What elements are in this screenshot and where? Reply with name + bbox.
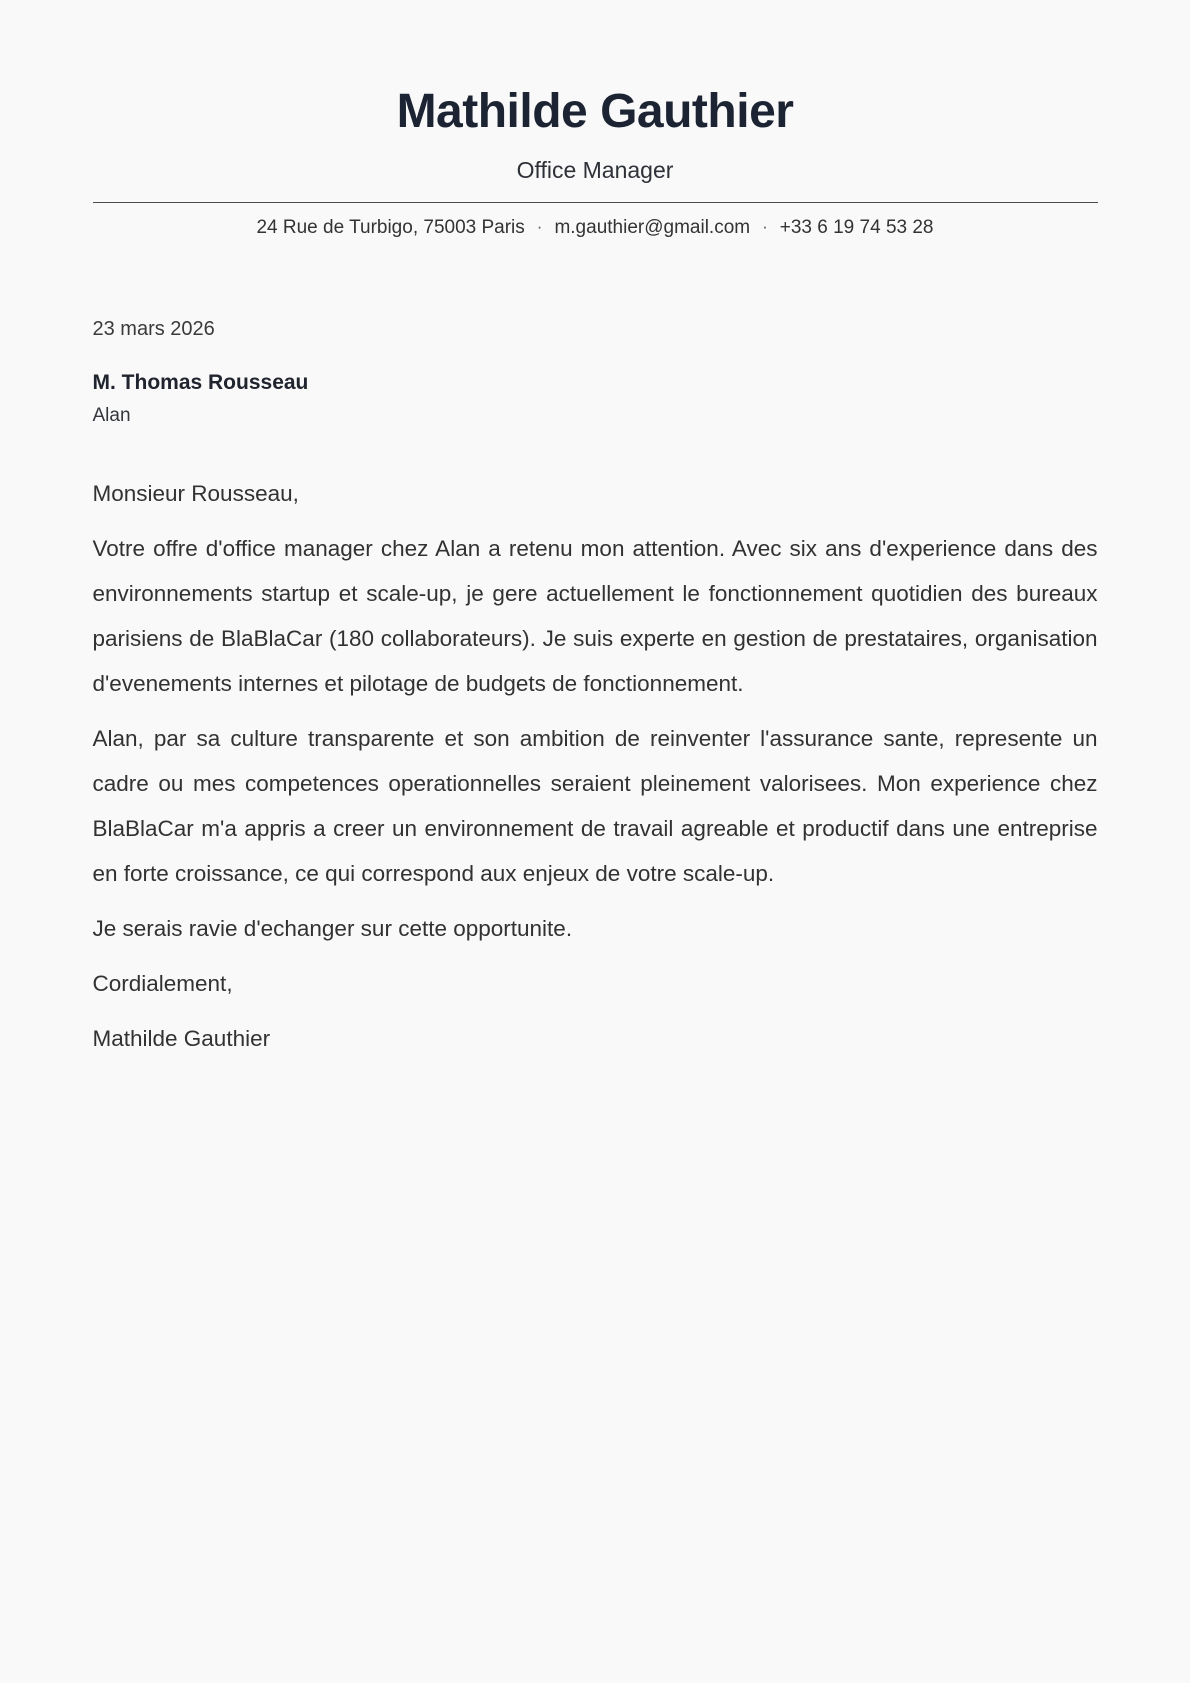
signature-name: Mathilde Gauthier [92,1026,271,1051]
candidate-name: Mathilde Gauthier [396,85,794,138]
candidate-role: Office Manager [516,157,674,183]
letter-content [93,314,1098,1061]
letter-date: 23 mars 2026 [92,318,215,340]
contact-email: m.gauthier@gmail.com [554,217,751,238]
signoff: Cordialement, [92,971,233,996]
body-paragraph-1: Votre offre d'office manager chez Alan a retenu mon attention. Avec six ans d'experience dans des environnements startup et scale-up, je gere actuellement le fonctionnement quotidien des bureaux parisiens de BlaBlaCar (180 collaborateurs). Je suis experte en gestion de prestataires, organisation d'evenements internes et pilotage de budgets de fonctionnement. [92,536,1098,696]
contact-bar [93,213,1098,242]
header-divider [93,202,1098,203]
salutation: Monsieur Rousseau, [92,481,299,506]
contact-separator-dot: · [762,217,768,236]
closing-line: Je serais ravie d'echanger sur cette opportunite. [92,916,573,941]
contact-address: 24 Rue de Turbigo, 75003 Paris [256,217,525,238]
recipient-company: Alan [92,405,131,426]
body-paragraph-2: Alan, par sa culture transparente et son ambition de reinventer l'assurance sante, represente un cadre ou mes competences operationnelles seraient pleinement valorisees. Mon experience chez BlaBlaCar m'a appris a creer un environnement de travail agreable et productif dans une entreprise en forte croissance, ce qui correspond aux enjeux de votre scale-up. [92,726,1098,886]
recipient-name: M. Thomas Rousseau [92,371,309,394]
letter-body [93,471,1098,1061]
contact-separator-dot: · [536,217,543,236]
cover-letter-page [93,0,1098,1061]
letter-header [93,83,1098,242]
contact-phone: +33 6 19 74 53 28 [779,217,934,238]
